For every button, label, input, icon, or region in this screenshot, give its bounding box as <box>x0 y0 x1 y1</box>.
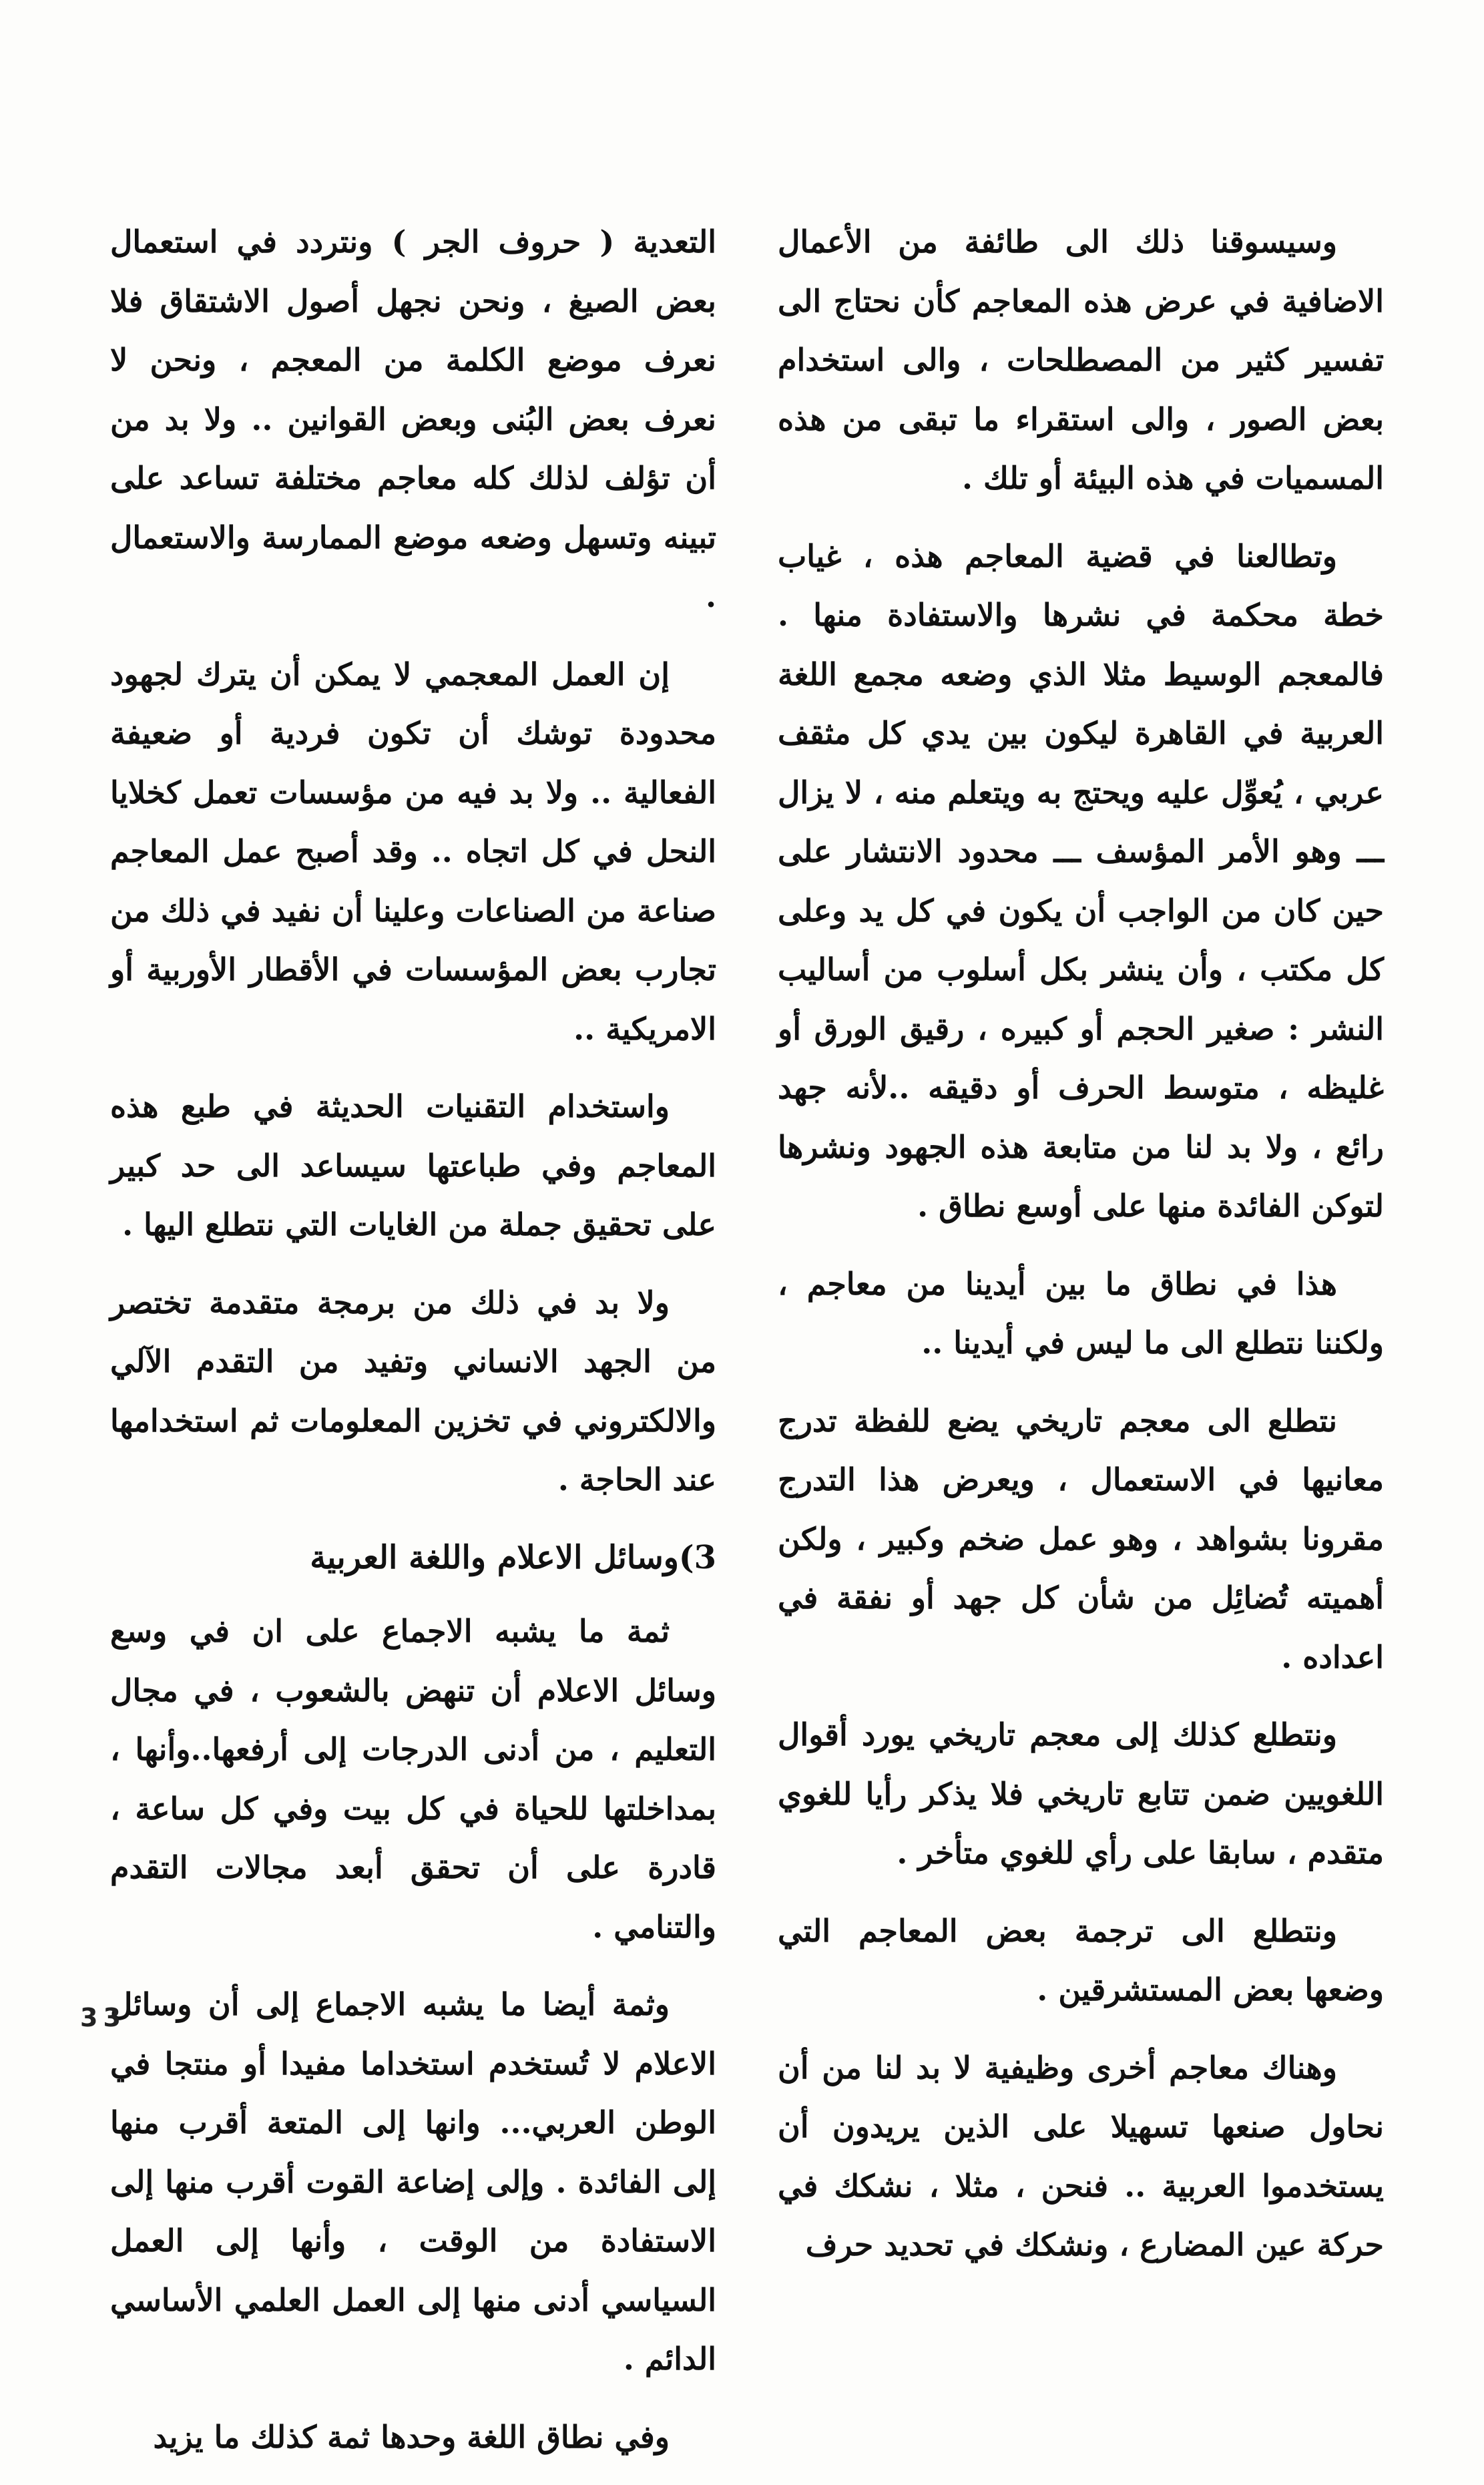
paragraph: هذا في نطاق ما بين أيدينا من معاجم ، ولكننا نتطلع الى ما ليس في أيدينا .. <box>778 1265 1384 1361</box>
paragraph: واستخدام التقنيات الحديثة في طبع هذه المعاجم وفي طباعتها سيساعد الى حد كبير على تحقيق جملة من الغايات التي نتطلع اليها . <box>110 1088 716 1242</box>
paragraph: نتطلع الى معجم تاريخي يضع للفظة تدرج معانيها في الاستعمال ، ويعرض هذا التدرج مقرونا بشواهد ، وهو عمل ضخم وكبير ، ولكن أهميته تُضائِل من شأن كل جهد أو نفقة في اعداده . <box>778 1402 1384 1675</box>
page-number: 33 <box>80 2003 126 2032</box>
paragraph: إن العمل المعجمي لا يمكن أن يترك لجهود محدودة توشك أن تكون فردية أو ضعيفة الفعالية .. ولا بد فيه من مؤسسات تعمل كخلايا النحل في كل اتجاه .. وقد أصبح عمل المعاجم صناعة من الصناعات وعلينا أن نفيد في ذلك من تجارب بعض المؤسسات في الأقطار الأوربية أو الامريكية .. <box>110 656 716 1047</box>
left-column <box>110 212 716 2485</box>
paragraph: وفي نطاق اللغة وحدها ثمة كذلك ما يزيد <box>153 2418 670 2455</box>
paragraph: وهناك معاجم أخرى وظيفية لا بد لنا من أن نحاول صنعها تسهيلا على الذين يريدون أن يستخدموا العربية .. فنحن ، مثلا ، نشكك في حركة عين المضارع ، ونشكك في تحديد حرف <box>778 2049 1384 2263</box>
paragraph: التعدية ( حروف الجر ) ونتردد في استعمال بعض الصيغ ، ونحن نجهل أصول الاشتقاق فلا نعرف موضع الكلمة من المعجم ، ونحن لا نعرف بعض البُنى وبعض القوانين .. ولا بد من أن تؤلف لذلك كله معاجم مختلفة تساعد على تبينه وتسهل وضعه موضع الممارسة والاستعمال . <box>110 224 716 614</box>
paragraph: ونتطلع الى ترجمة بعض المعاجم التي وضعها بعض المستشرقين . <box>778 1912 1384 2008</box>
right-column <box>778 212 1384 2293</box>
paragraph: وسيسوقنا ذلك الى طائفة من الأعمال الاضافية في عرض هذه المعاجم كأن نحتاج الى تفسير كثير من المصطلحات ، والى استخدام بعض الصور ، والى استقراء ما تبقى من هذه المسميات في هذه البيئة أو تلك . <box>778 224 1384 496</box>
paragraph: ولا بد في ذلك من برمجة متقدمة تختصر من الجهد الانساني وتفيد من التقدم الآلي والالكتروني في تخزين المعلومات ثم استخدامها عند الحاجة . <box>110 1284 716 1498</box>
paragraph: وتطالعنا في قضية المعاجم هذه ، غياب خطة محكمة في نشرها والاستفادة منها . فالمعجم الوسيط مثلا الذي وضعه مجمع اللغة العربية في القاهرة ليكون بين يدي كل مثقف عربي ، يُعوِّل عليه ويحتج به ويتعلم منه ، لا يزال ـــ وهو الأمر المؤسف ـــ محدود الانتشار على حين كان من الواجب أن يكون في كل يد وعلى كل مكتب ، وأن ينشر بكل أسلوب من أساليب النشر : صغير الحجم أو كبيره ، رقيق الورق أو غليظه ، متوسط الحرف أو دقيقه ..لأنه جهد رائع ، ولا بد لنا من متابعة هذه الجهود ونشرها لتوكن الفائدة منها على أوسع نطاق . <box>778 537 1385 1224</box>
section-heading: 3)وسائل الاعلام واللغة العربية <box>310 1538 716 1576</box>
paragraph: ونتطلع كذلك إلى معجم تاريخي يورد أقوال اللغويين ضمن تتابع تاريخي فلا يذكر رأيا للغوي متقدم ، سابقا على رأي للغوي متأخر . <box>778 1717 1384 1871</box>
paragraph: وثمة أيضا ما يشبه الاجماع إلى أن وسائل الاعلام لا تُستخدم استخداما مفيدا أو منتجا في الوطن العربي... وانها إلى المتعة أقرب منها إلى الفائدة . وإلى إضاعة القوت أقرب منها إلى الاستفادة من الوقت ، وأنها إلى العمل السياسي أدنى منها إلى العمل العلمي الأساسي الدائم . <box>110 1986 716 2377</box>
paragraph: ثمة ما يشبه الاجماع على ان في وسع وسائل الاعلام أن تنهض بالشعوب ، في مجال التعليم ، من أدنى الدرجات إلى أرفعها..وأنها ، بمداخلتها للحياة في كل بيت وفي كل ساعة ، قادرة على أن تحقق أبعد مجالات التقدم والتنامي . <box>110 1613 716 1945</box>
